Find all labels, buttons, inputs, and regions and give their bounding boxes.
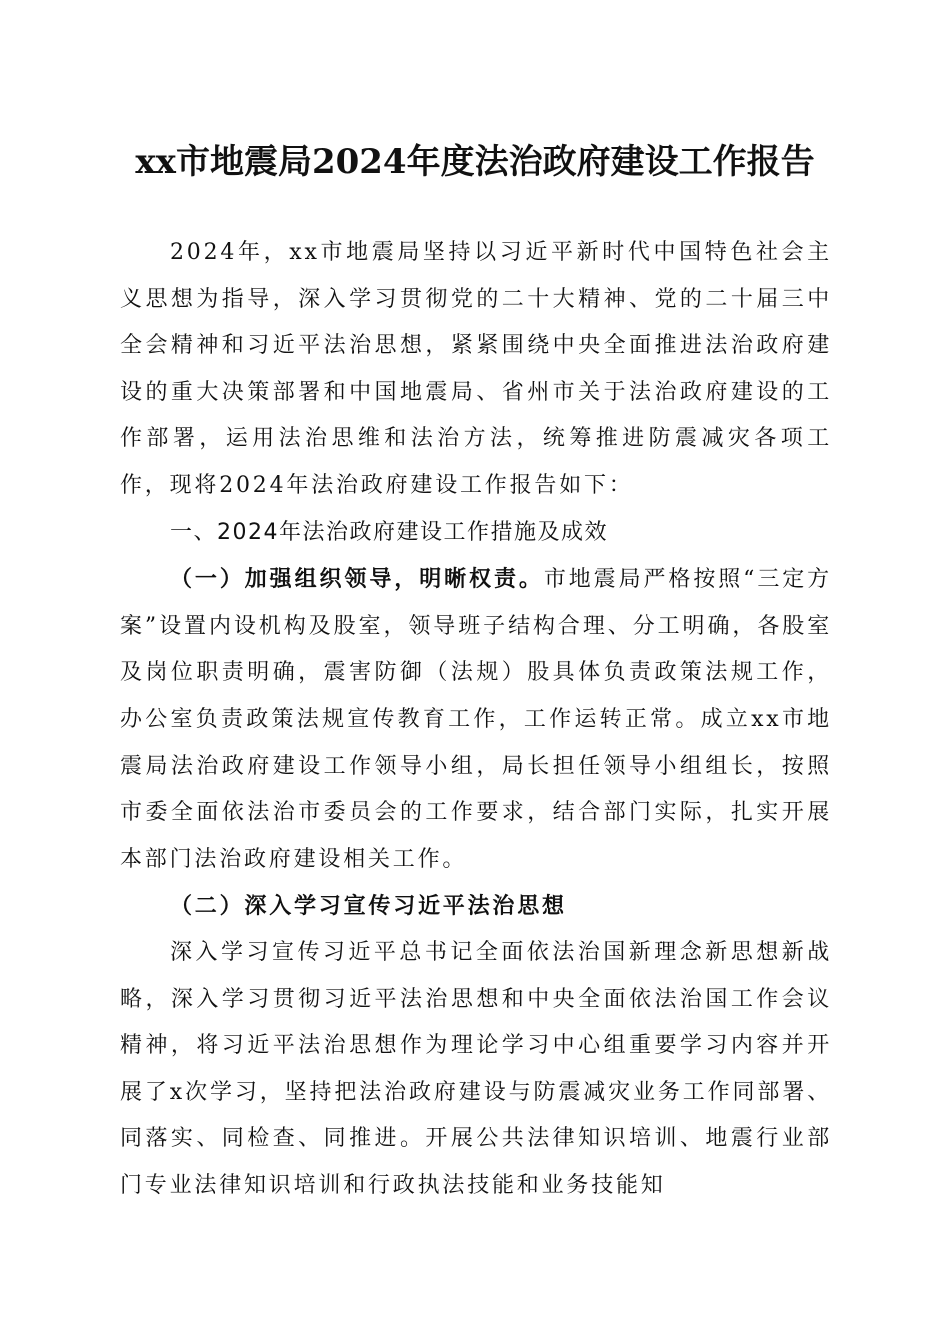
subsection-2-paragraph: 深入学习宣传习近平总书记全面依法治国新理念新思想新战略，深入学习贯彻习近平法治思想和中央全面依法治国工作会议精神，将习近平法治思想作为理论学习中心组重要学习内容并开展了x次学习，坚持把法治政府建设与防震减灾业务工作同部署、同落实、同检查、同推进。开展公共法律知识培训、地震行业部门专业法律知识培训和行政执法技能和业务技能知	[120, 939, 832, 1198]
subsection-1-paragraph	[120, 556, 832, 883]
subsection-1-text: 市地震局严格按照“三定方案”设置内设机构及股室，领导班子结构合理、分工明确，各股室及岗位职责明确，震害防御（法规）股具体负责政策法规工作，办公室负责政策法规宣传教育工作，工作运转正常。成立xx市地震局法治政府建设工作领导小组，局长担任领导小组组长，按照市委全面依法治市委员会的工作要求，结合部门实际，扎实开展本部门法治政府建设相关工作。	[120, 567, 832, 872]
subsection-2-heading: （二）深入学习宣传习近平法治思想	[170, 893, 567, 920]
document-body	[120, 230, 832, 1209]
intro-paragraph: 2024年，xx市地震局坚持以习近平新时代中国特色社会主义思想为指导，深入学习贯彻党的二十大精神、党的二十届三中全会精神和习近平法治思想，紧紧围绕中央全面推进法治政府建设的重大决策部署和中国地震局、省州市关于法治政府建设的工作部署，运用法治思维和法治方法，统筹推进防震减灾各项工作，现将2024年法治政府建设工作报告如下：	[120, 240, 832, 498]
document-title: xx市地震局2024年度法治政府建设工作报告	[135, 142, 815, 182]
section-heading-1: 一、2024年法治政府建设工作措施及成效	[170, 519, 608, 545]
subsection-1-lead: （一）加强组织领导，明晰权责。	[170, 566, 544, 593]
